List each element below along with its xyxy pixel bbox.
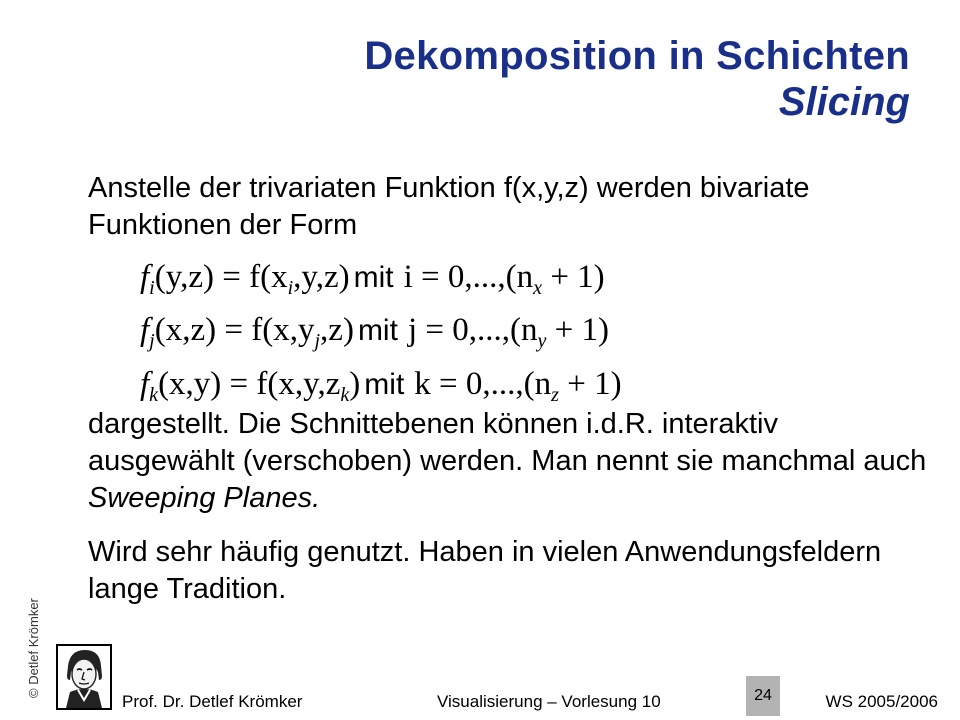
formula-index: i = 0,...,(n xyxy=(403,259,534,295)
formula-rhs-end: ) xyxy=(349,366,361,402)
paragraph-usage-text: Wird sehr häufig genutzt. Haben in vielen Anwendungsfeldern lange Tradition. xyxy=(88,536,882,605)
formula-slice-z xyxy=(140,366,622,406)
formula-function: f xyxy=(140,366,150,402)
formula-rhs: f(x,y,z xyxy=(256,366,341,402)
formula-rhs-end: ,y,z) xyxy=(293,259,350,295)
footer-author: Prof. Dr. Detlef Krömker xyxy=(122,692,303,711)
formula-index: j = 0,...,(n xyxy=(407,312,538,348)
formula-subscript: i xyxy=(149,277,155,299)
formula-index-subscript: x xyxy=(533,277,543,299)
footer-term: WS 2005/2006 xyxy=(825,692,938,711)
formula-rhs-subscript: i xyxy=(287,277,294,299)
formula-args: (y,z) xyxy=(154,259,214,295)
formula-index-end: + 1) xyxy=(546,312,609,348)
formula-equals: = xyxy=(213,259,250,295)
goethe-portrait-icon xyxy=(56,644,112,710)
paragraph-intro-text: Anstelle der trivariaten Funktion f(x,y,z) werden bivariate Funktionen der Form xyxy=(88,172,810,241)
formula-equals: = xyxy=(216,312,252,348)
formula-slice-y xyxy=(140,312,609,352)
formula-subscript: k xyxy=(149,384,159,406)
paragraph-intro xyxy=(88,170,928,244)
slide-subtitle: Slicing xyxy=(778,79,910,124)
formula-rhs-subscript: j xyxy=(314,330,321,352)
formula-rhs-end: ,z) xyxy=(320,312,354,348)
formula-index-end: + 1) xyxy=(558,366,622,402)
page-number: 24 xyxy=(746,676,780,716)
formula-rhs-subscript: k xyxy=(340,384,350,406)
paragraph-description-emphasis: Sweeping Planes. xyxy=(88,481,321,514)
formula-function: f xyxy=(140,312,150,348)
formula-args: (x,y) xyxy=(158,366,222,402)
slide-title: Dekomposition in Schichten xyxy=(364,34,910,78)
paragraph-description-main: dargestellt. Die Schnittebenen können i.d.R. interaktiv ausgewählt (verschoben) werden. Man nennt sie manchmal auch xyxy=(88,408,927,477)
formula-index-subscript: y xyxy=(537,330,547,352)
copyright-vertical: © Detlef Krömker xyxy=(26,598,41,698)
paragraph-description xyxy=(88,406,928,516)
formula-mit: mit xyxy=(364,368,405,401)
formula-equals: = xyxy=(221,366,257,402)
formula-index-subscript: z xyxy=(551,384,559,406)
formula-mit: mit xyxy=(353,261,394,294)
formula-index: k = 0,...,(n xyxy=(414,366,552,402)
formula-subscript: j xyxy=(149,330,155,352)
formula-slice-x xyxy=(140,259,605,299)
formula-rhs: f(x,y xyxy=(251,312,315,348)
formula-rhs: f(x xyxy=(249,259,288,295)
formula-function: f xyxy=(140,259,150,295)
formula-index-end: + 1) xyxy=(542,259,605,295)
formula-mit: mit xyxy=(357,314,398,347)
portrait-drawing xyxy=(58,646,110,708)
paragraph-usage xyxy=(88,534,928,608)
footer-course: Visualisierung – Vorlesung 10 xyxy=(437,692,661,711)
title-block xyxy=(364,34,910,125)
paragraph-description-text xyxy=(88,406,928,516)
formula-args: (x,z) xyxy=(154,312,217,348)
